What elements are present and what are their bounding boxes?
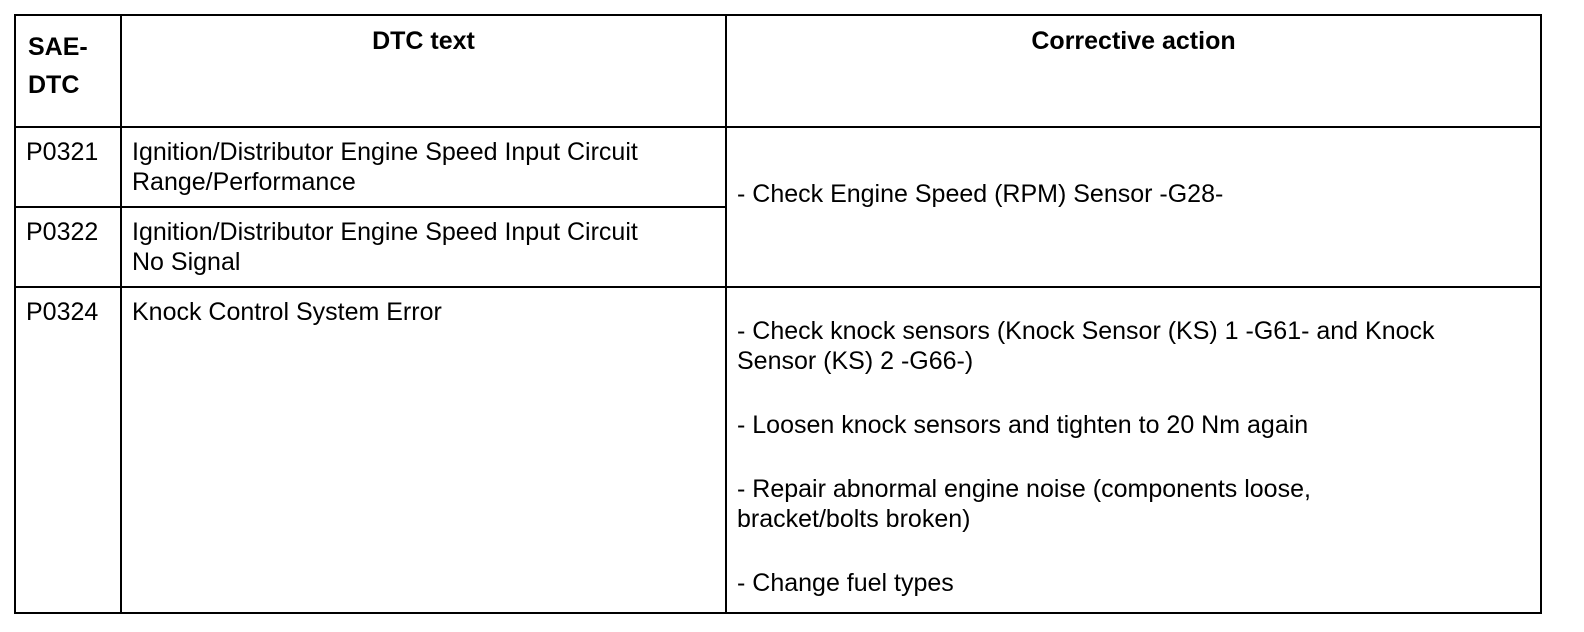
row-dtc-text-line2: Range/Performance bbox=[132, 168, 356, 196]
action-item: - Check Engine Speed (RPM) Sensor -G28- bbox=[737, 180, 1224, 208]
action-item bbox=[737, 410, 1530, 440]
action-item-line2: Sensor (KS) 2 -G66-) bbox=[737, 347, 974, 375]
row-dtc-text-line1: Knock Control System Error bbox=[132, 298, 442, 326]
action-item-line1: - Repair abnormal engine noise (components loose, bbox=[737, 475, 1311, 503]
dtc-table bbox=[14, 14, 1542, 614]
row-code: P0321 bbox=[15, 127, 121, 207]
header-sae-dtc-line1: SAE- bbox=[28, 33, 88, 61]
action-item-line1: - Loosen knock sensors and tighten to 20 Nm again bbox=[737, 411, 1309, 439]
corrective-action-group-1 bbox=[726, 127, 1541, 287]
header-dtc-text: DTC text bbox=[121, 15, 726, 127]
action-item bbox=[737, 474, 1530, 534]
row-dtc-text bbox=[121, 287, 726, 613]
row-dtc-text bbox=[121, 127, 726, 207]
action-item-line2: bracket/bolts broken) bbox=[737, 505, 971, 533]
header-sae-dtc bbox=[15, 15, 121, 127]
row-dtc-text-line2: No Signal bbox=[132, 248, 241, 276]
corrective-action-group-2 bbox=[726, 287, 1541, 613]
row-code: P0322 bbox=[15, 207, 121, 287]
row-dtc-text-line1: Ignition/Distributor Engine Speed Input Circuit bbox=[132, 218, 638, 246]
header-corrective-action: Corrective action bbox=[726, 15, 1541, 127]
table-row bbox=[15, 287, 1541, 613]
action-item bbox=[737, 568, 1530, 598]
action-item-line1: - Check knock sensors (Knock Sensor (KS) 1 -G61- and Knock bbox=[737, 317, 1435, 345]
header-row bbox=[15, 15, 1541, 127]
action-item bbox=[737, 316, 1530, 376]
row-dtc-text bbox=[121, 207, 726, 287]
table-row bbox=[15, 127, 1541, 207]
action-item-line1: - Change fuel types bbox=[737, 569, 954, 597]
row-code: P0324 bbox=[15, 287, 121, 613]
row-dtc-text-line1: Ignition/Distributor Engine Speed Input Circuit bbox=[132, 138, 638, 166]
header-sae-dtc-line2: DTC bbox=[28, 71, 80, 99]
